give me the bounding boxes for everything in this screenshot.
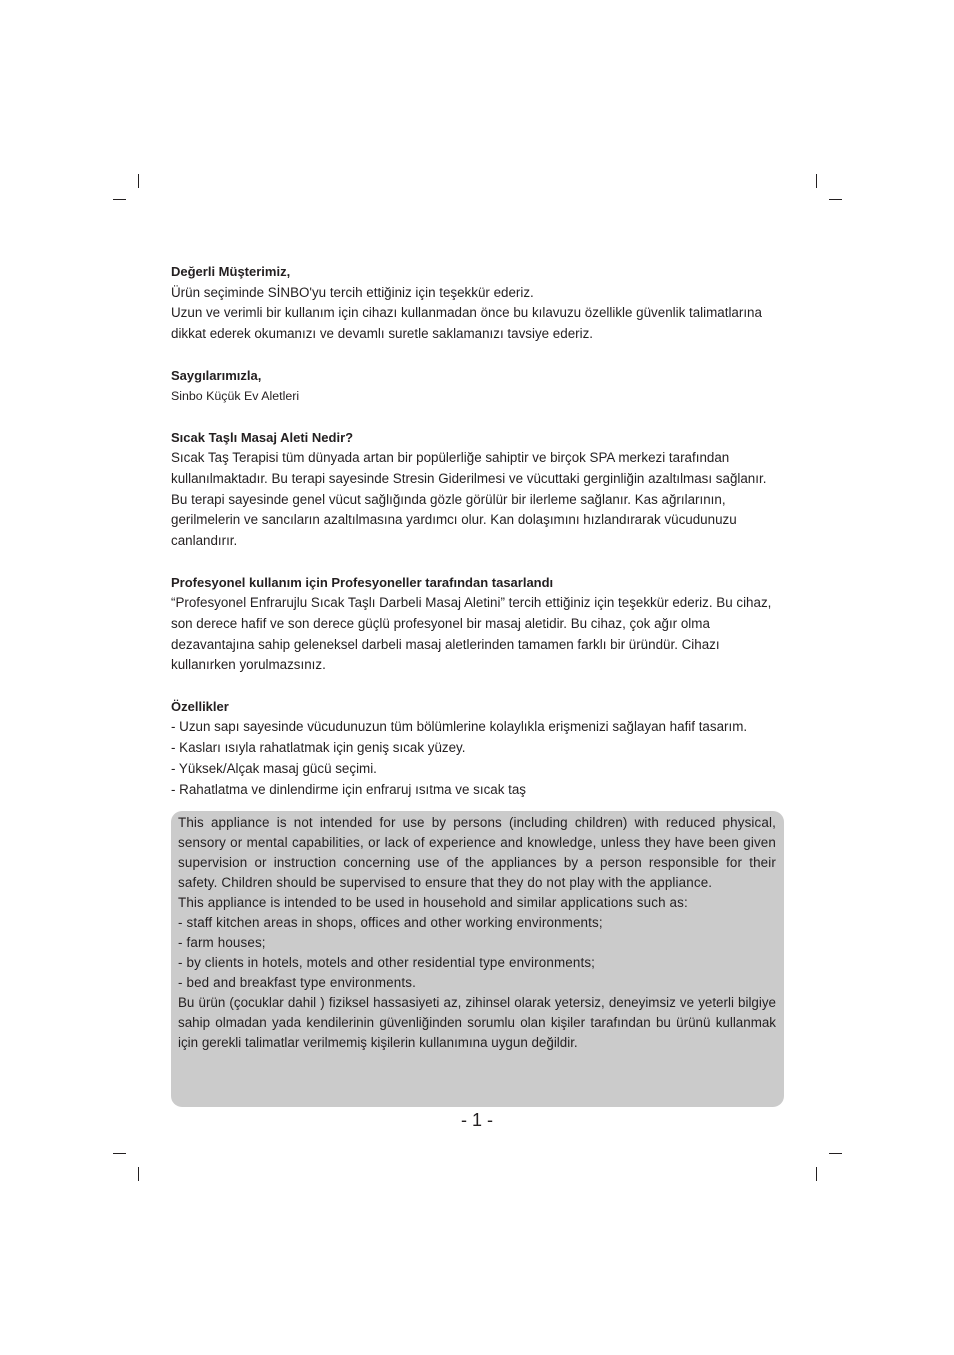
manual-advice: Uzun ve verimli bir kullanım için cihazı kullanmadan önce bu kılavuzu özellikle güvenlik talimatlarına dikkat ederek okumanızı ve devamlı suretle saklamanızı tavsiye ederiz. [171,305,762,342]
document-body [171,262,784,800]
features-title: Özellikler [171,698,229,714]
section-title-what: Sıcak Taşlı Masaj Aleti Nedir? [171,429,354,445]
section-body-what: Sıcak Taş Terapisi tüm dünyada artan bir popülerliğe sahiptir ve birçok SPA merkezi tarafından kullanılmaktadır. Bu terapi sayesinde Stresin Giderilmesi ve vücuttaki gerginliğin azaltılması sağlanır. Bu terapi sayesinde genel vücut sağlığında gözle görülür bir ilerleme sağlanır. Kas ağrılarının, gerilmelerin ve sancıların azaltılmasına yardımcı olur. Kan dolaşımını hızlandırarak vücudunuzu canlandırır. [171,450,767,549]
crop-mark-bottom-left-vertical [138,1167,139,1181]
list-item: - farm houses; [178,935,266,950]
list-item: - staff kitchen areas in shops, offices and other working environments; [178,915,603,930]
list-item: - Kasları ısıyla rahatlatmak için geniş sıcak yüzey. [171,740,466,756]
notice-paragraph-2-intro: This appliance is intended to be used in household and similar applications such as: [178,895,688,910]
crop-mark-top-right-vertical [816,174,817,188]
thanks-line: Ürün seçiminde SİNBO'yu tercih ettiğiniz için teşekkür ederiz. [171,284,534,300]
list-item: - bed and breakfast type environments. [178,975,416,990]
crop-mark-top-left-horizontal [113,199,126,200]
list-item: - Uzun sapı sayesinde vücudunuzun tüm bölümlerine kolaylıkla erişmenizi sağlayan hafif tasarım. [171,719,748,735]
notice-usage-list [178,913,776,993]
crop-mark-bottom-right-vertical [816,1167,817,1181]
greeting: Değerli Müşterimiz, [171,264,291,279]
list-item: - by clients in hotels, motels and other residential type environments; [178,955,596,970]
safety-notice-box [171,811,784,1107]
crop-mark-top-left-vertical [138,174,139,188]
list-item: - Rahatlatma ve dinlendirme için enfraruj ısıtma ve sıcak taş [171,781,526,797]
section-body-professional: “Profesyonel Enfrarujlu Sıcak Taşlı Darbeli Masaj Aletini” tercih ettiğiniz için teşekkür ederiz. Bu cihaz, son derece hafif ve son derece güçlü profesyonel bir masaj aletidir. Bu cihaz, çok ağır olma dezavantajına sahip geleneksel darbeli masaj aletlerinden tamamen farklı bir üründür. Cihazı kullanırken yorulmazsınız. [171,595,772,673]
crop-mark-top-right-horizontal [829,199,842,200]
list-item: - Yüksek/Alçak masaj gücü seçimi. [171,760,377,776]
section-title-professional: Profesyonel kullanım için Profesyoneller tarafından tasarlandı [171,574,554,590]
crop-mark-bottom-left-horizontal [113,1153,126,1154]
notice-paragraph-3: Bu ürün (çocuklar dahil ) fiziksel hassasiyeti az, zihinsel olarak yetersiz, deneyimsiz ve yeterli bilgiye sahip olmadan yada kendilerinin güvenliğinden sorumlu olan kişiler tarafından bu ürünü kullanmak için gerekli talimatlar verilmemiş kişilerin kullanımına uygun değildir. [178,995,776,1050]
features-list [171,717,784,800]
crop-mark-bottom-right-horizontal [829,1153,842,1154]
notice-paragraph-1: This appliance is not intended for use by persons (including children) with reduced physical, sensory or mental capabilities, or lack of experience and knowledge, unless they have been given supervision or instruction concerning use of the appliances by a person responsible for their safety. Children should be supervised to ensure that they do not play with the appliance. [178,815,776,890]
signature: Sinbo Küçük Ev Aletleri [171,389,300,404]
page-number: - 1 - [460,1110,493,1130]
closing: Saygılarımızla, [171,367,262,383]
